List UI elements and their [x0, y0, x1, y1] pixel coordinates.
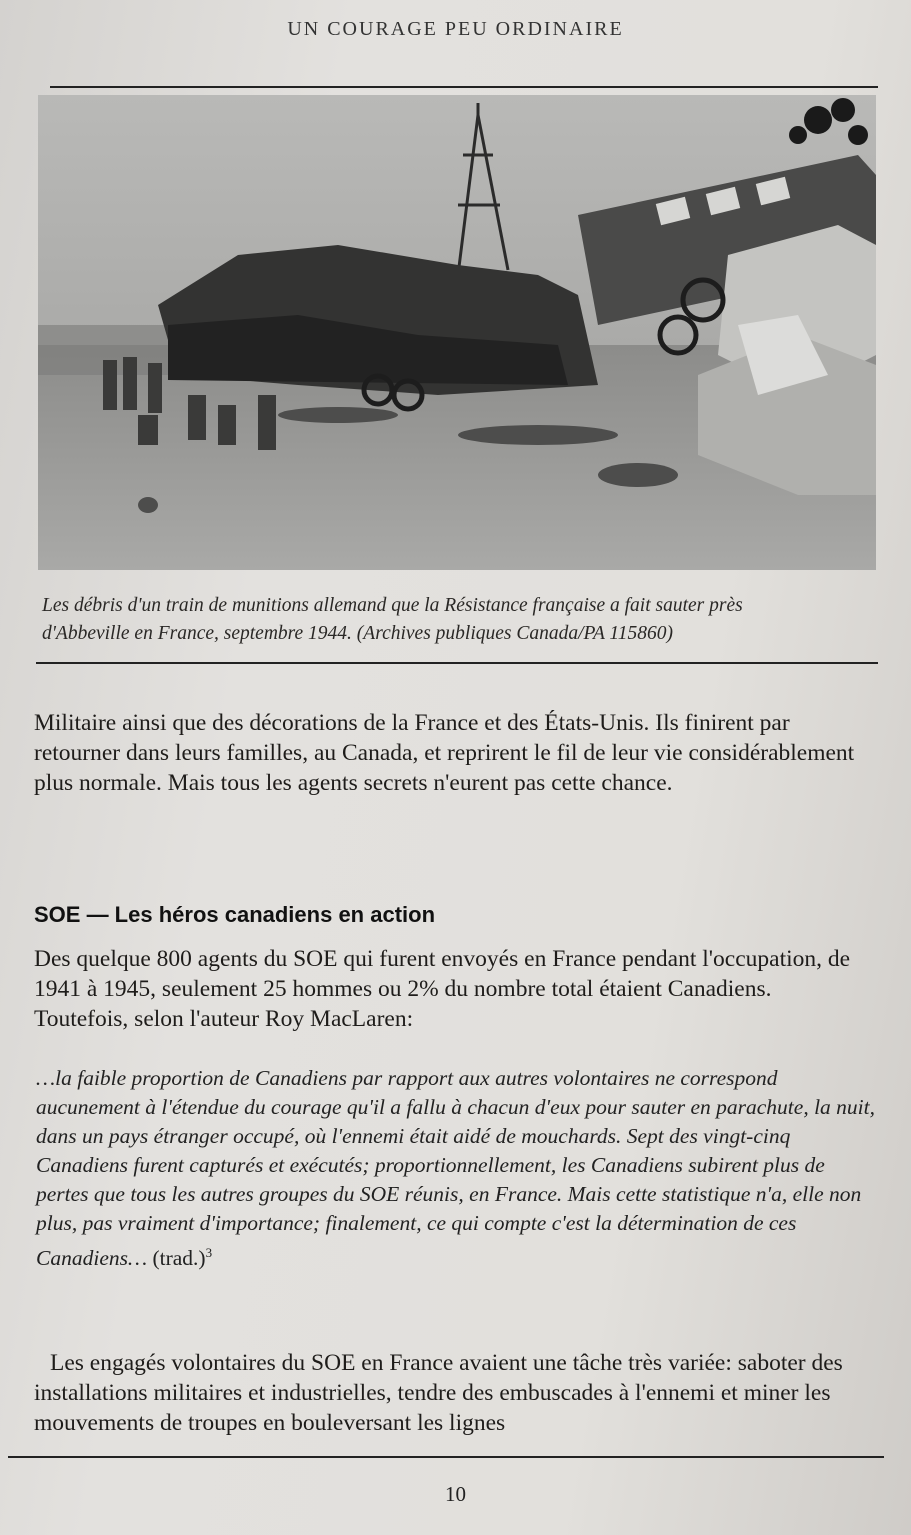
quote-text: …la faible proportion de Canadiens par rapport aux autres volontaires ne correspond aucunement à l'étendue du courage qu'il a fallu à chacun d'eux pour sauter en parachute, la nuit, dans un pays étranger occupé, où l'ennemi était aidé de mouchards. Sept des vingt-cinq Canadiens furent capturés et exécutés; proportionnellement, les Canadiens subirent plus de pertes que tous les autres groupes du SOE réunis, en France. Mais cette statistique n'a, elle non plus, pas vraiment d'importance; finalement, ce qui compte c'est la détermination de ces Canadiens…: [36, 1066, 875, 1271]
running-head: UN COURAGE PEU ORDINAIRE: [287, 18, 624, 40]
caption-rule: [36, 662, 878, 664]
paragraph-2: Des quelque 800 agents du SOE qui furent envoyés en France pendant l'occupation, de 1941 à 1945, seulement 25 hommes ou 2% du nombre total étaient Canadiens. Toutefois, selon l'auteur Roy MacLaren:: [34, 946, 851, 1032]
paragraph-1: Militaire ainsi que des décorations de la France et des États-Unis. Ils finirent par retourner dans leurs familles, au Canada, et reprirent le fil de leur vie considérablement plus normale. Mais tous les agents secrets n'eurent pas cette chance.: [34, 710, 855, 796]
section-heading: SOE — Les héros canadiens en action: [34, 902, 436, 927]
block-quote: [36, 1064, 876, 1273]
paragraph-3: Les engagés volontaires du SOE en France avaient une tâche très variée: saboter des installations militaires et industrielles, tendre des embuscades à l'ennemi et miner les mouvements de troupes en bouleversant les lignes: [34, 1350, 843, 1436]
header-rule: [50, 86, 878, 88]
train-wreck-photo: [38, 95, 876, 570]
caption-line-1: Les débris d'un train de munitions allemand que la Résistance française a fait sauter près: [42, 595, 743, 616]
caption-line-2: d'Abbeville en France, septembre 1944. (Archives publiques Canada/PA 115860): [42, 623, 673, 644]
footer-rule: [8, 1456, 884, 1458]
page-number: 10: [445, 1482, 466, 1506]
footnote-marker: 3: [205, 1245, 213, 1260]
quote-attribution: (trad.): [152, 1246, 206, 1271]
figure-caption: [42, 592, 882, 648]
